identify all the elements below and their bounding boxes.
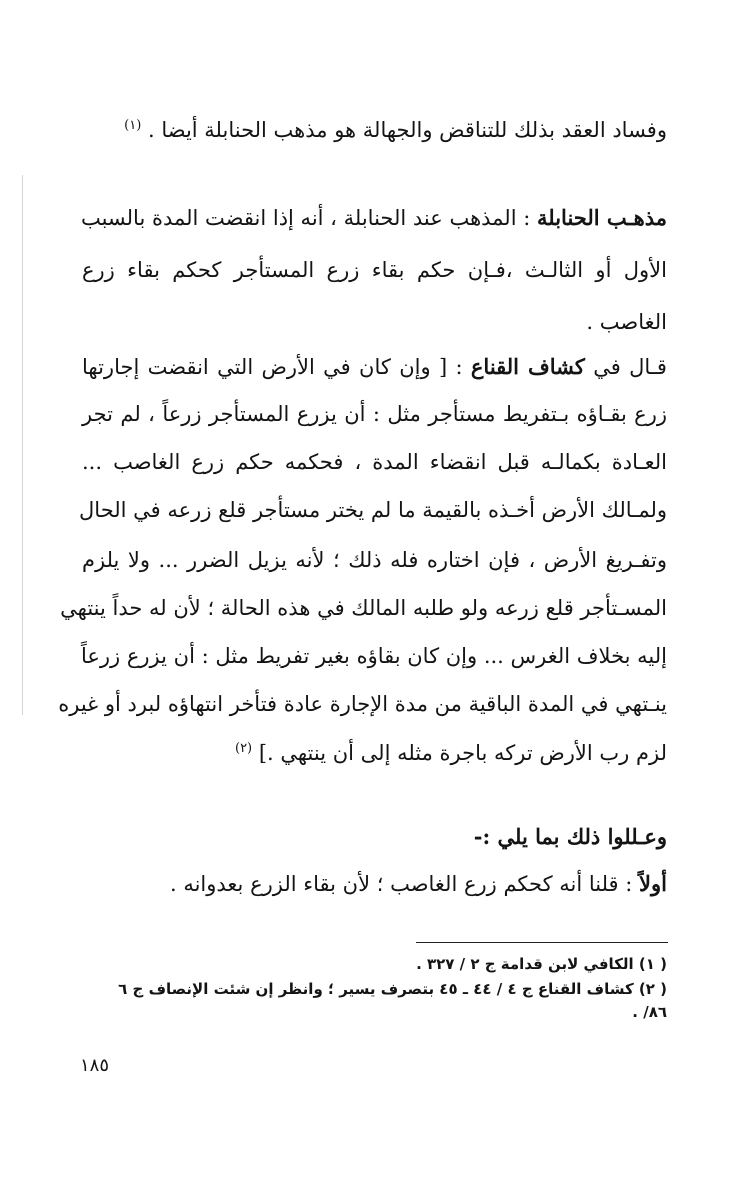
kashaf-line-1-text: : [ وإن كان في الأرض التي انقضت إجارتها: [82, 355, 463, 379]
footnote-ref-2: (٢): [234, 741, 253, 756]
footnote-2: ( ٢) كشاف القناع ج ٤ / ٤٤ ـ ٤٥ بتصرف يسير ؛ وانظر إن شئت الإنصاف ج ٦: [118, 980, 667, 998]
hanbali-heading: مذهـب الحنابلة: [536, 205, 667, 230]
kashaf-last-text: لزم رب الأرض تركه باجرة مثله إلى أن ينتهي .]: [258, 741, 667, 765]
kashaf-line-8: ينـتهي في المدة الباقية من مدة الإجارة عادة فتأخر انتهاؤه لبرد أو غيره: [58, 692, 667, 716]
scan-edge-line: [22, 175, 23, 715]
reason-first-text: : قلنا أنه كحكم زرع الغاصب ؛ لأن بقاء الزرع بعدوانه .: [169, 872, 633, 896]
intro-text: وفساد العقد بذلك للتناقض والجهالة هو مذهب الحنابلة أيضا .: [147, 118, 667, 142]
hanbali-line-1-text: : المذهب عند الحنابلة ، أنه إذا انقضت المدة بالسبب: [80, 206, 531, 230]
kashaf-line-9: [235, 738, 667, 768]
reason-first-label: أولاً: [639, 871, 667, 896]
kashaf-line-6: المسـتأجر قلع زرعه ولو طلبه المالك في هذه الحالة ؛ لأن له حداً ينتهي: [60, 596, 667, 620]
page-number: ١٨٥: [80, 1055, 110, 1076]
footnote-ref-1: (١): [124, 118, 142, 133]
footnote-separator: [416, 942, 668, 943]
kashaf-lead: قـال في: [593, 355, 667, 379]
kashaf-line-7: إليه بخلاف الغرس ... وإن كان بقاؤه بغير تفريط مثل : أن يزرع زرعاً: [80, 644, 667, 668]
kashaf-book-title: كشاف القناع: [470, 354, 585, 379]
hanbali-line-1: [82, 203, 667, 233]
intro-line: [124, 115, 667, 145]
reasons-heading: وعـللوا ذلك بما يلي :-: [473, 824, 667, 849]
hanbali-line-2: الأول أو الثالـث ،فـإن حكم بقاء زرع المستأجر كحكم بقاء زرع: [82, 258, 667, 282]
kashaf-line-1: [82, 352, 667, 382]
reason-first-line: [170, 869, 667, 899]
kashaf-line-2: زرع بقـاؤه بـتفريط مستأجر مثل : أن يزرع المستأجر زرعاً ، لم تجر: [82, 402, 667, 426]
footnote-2-continued: ٨٦/ .: [632, 1003, 667, 1021]
kashaf-line-3: العـادة بكمالـه قبل انقضاء المدة ، فحكمه حكم زرع الغاصب ...: [82, 450, 667, 474]
kashaf-line-5: وتفـريغ الأرض ، فإن اختاره فله ذلك ؛ لأنه يزيل الضرر ... ولا يلزم: [82, 548, 667, 572]
footnote-1: ( ١) الكافي لابن قدامة ج ٢ / ٣٢٧ .: [416, 955, 667, 973]
kashaf-line-4: ولمـالك الأرض أخـذه بالقيمة ما لم يختر مستأجر قلع زرعه في الحال: [79, 498, 667, 522]
hanbali-line-3: الغاصب .: [586, 310, 667, 334]
